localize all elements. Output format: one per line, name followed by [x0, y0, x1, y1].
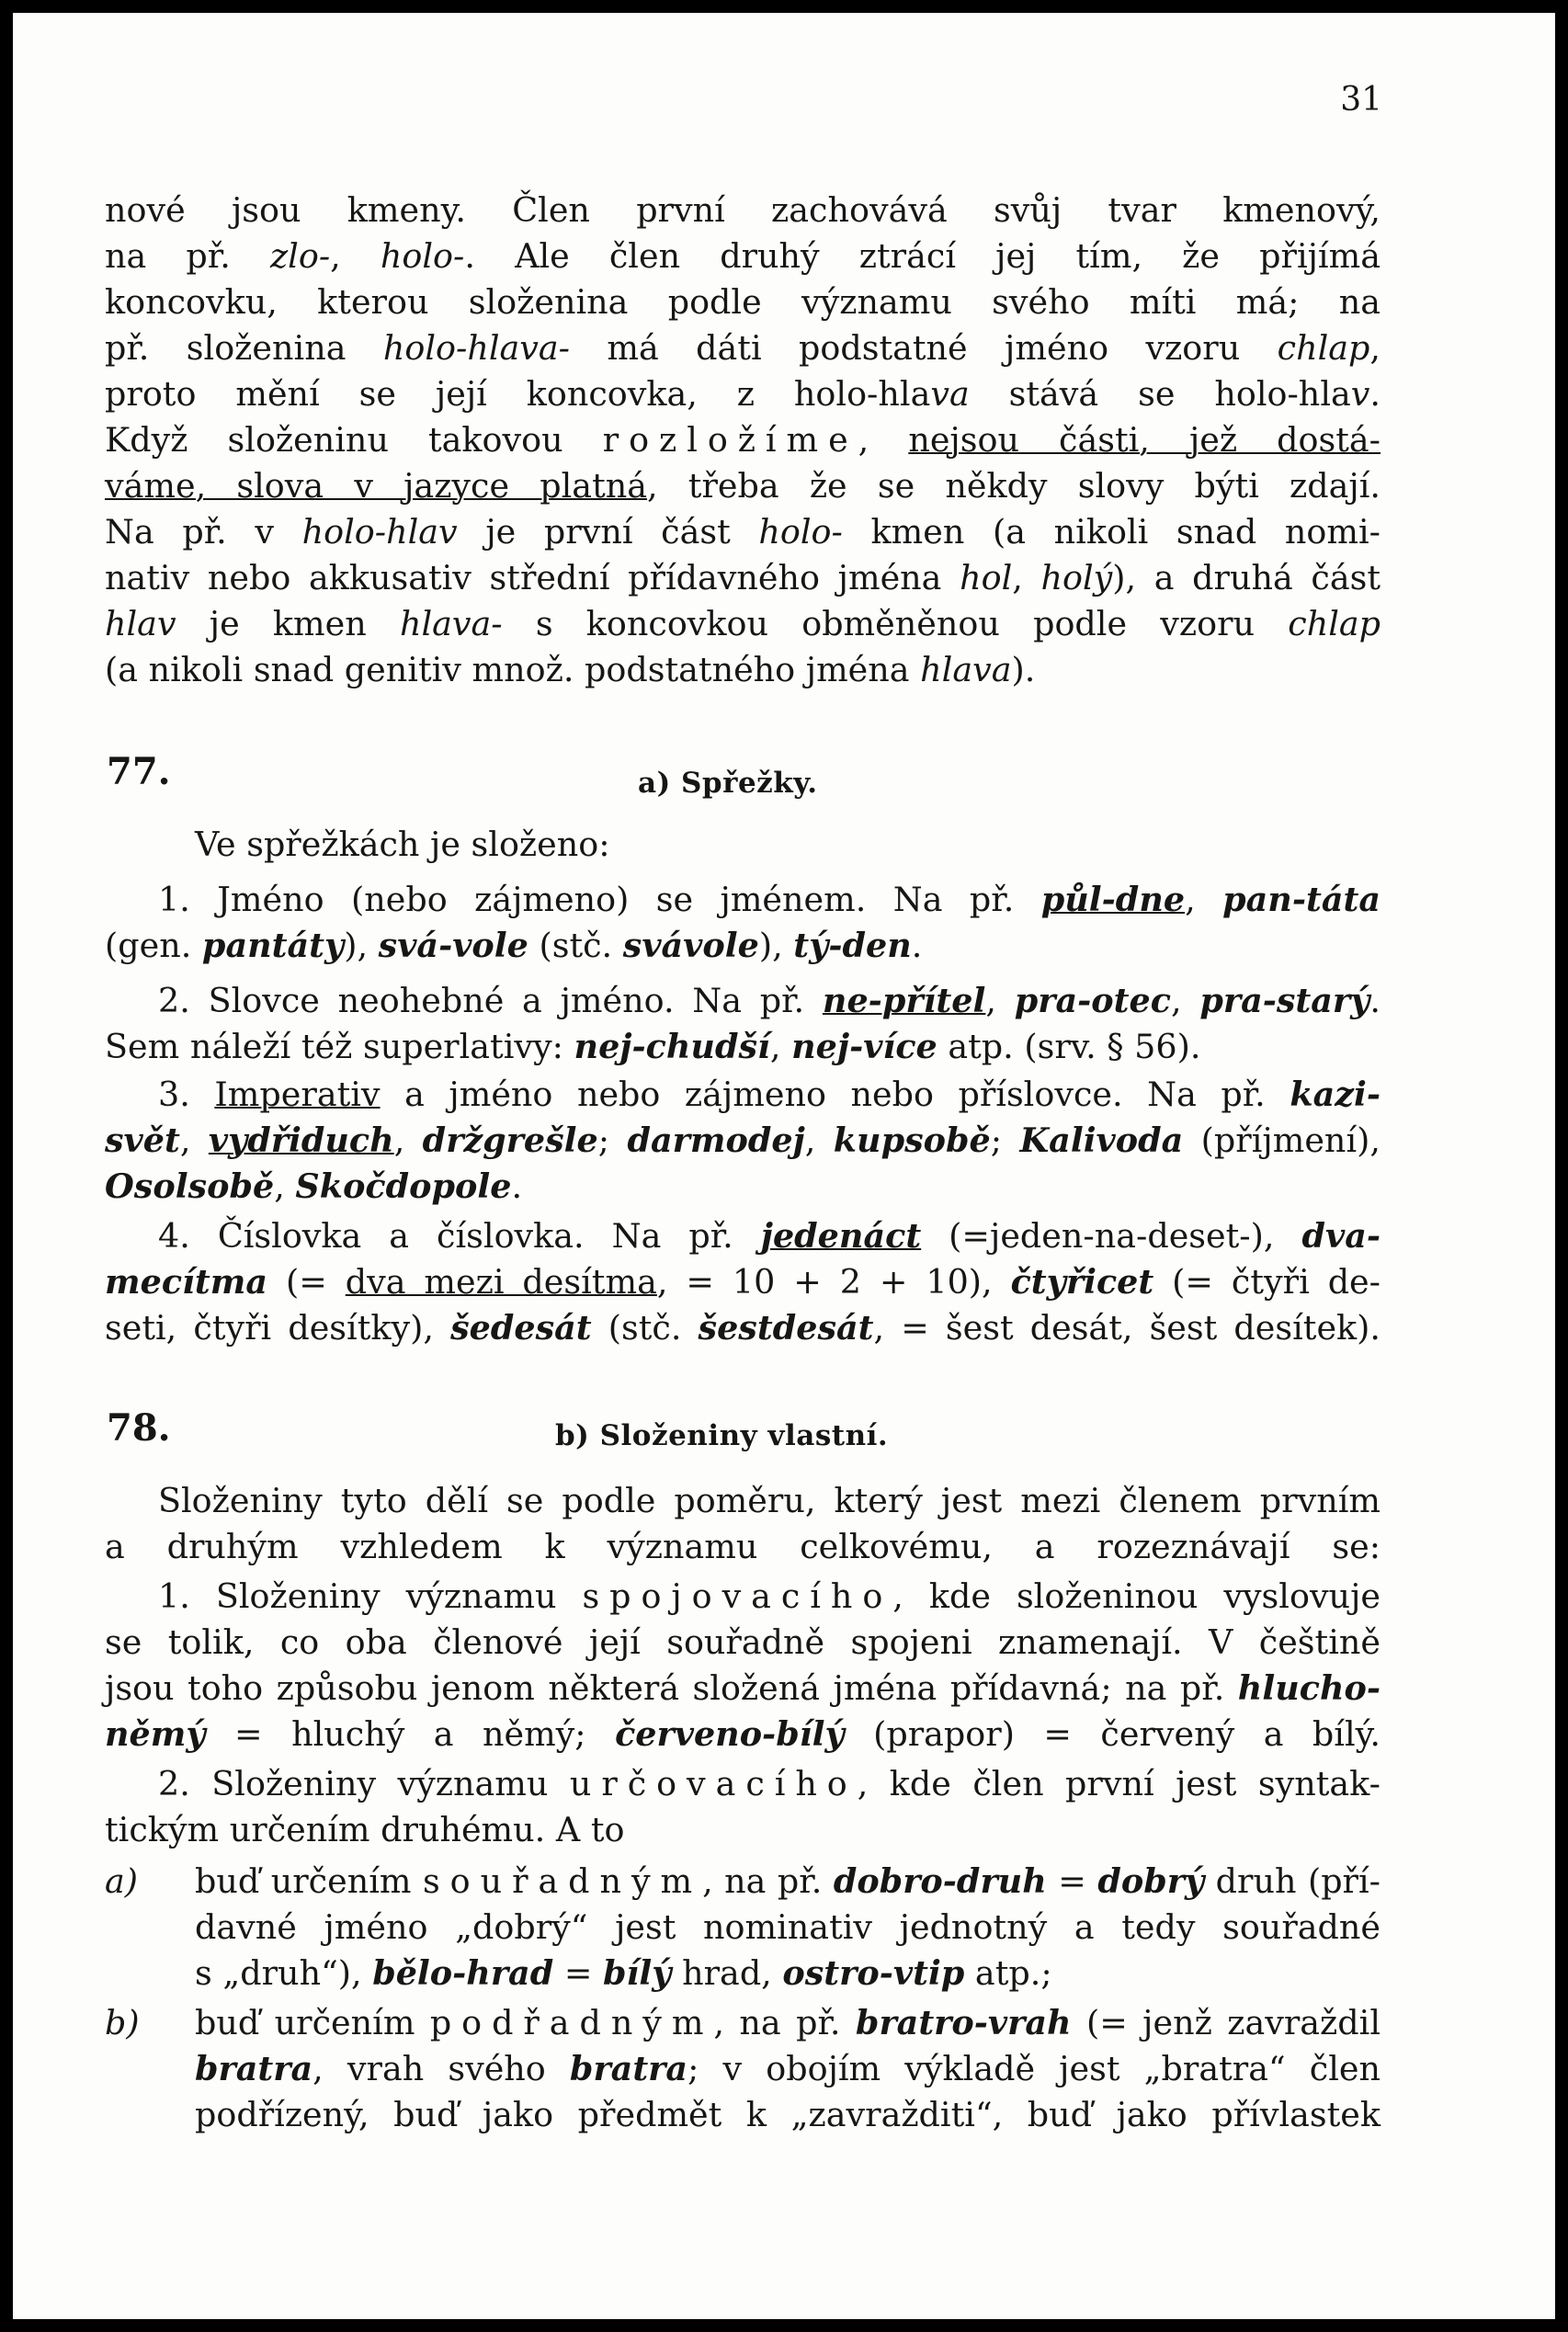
text-line — [105, 919, 1381, 973]
text-span: davné jméno „dobrý“ jest nominativ jednotný a tedy souřadné — [195, 1907, 1381, 1947]
text-span: , vrah svého — [312, 2049, 570, 2088]
text-span: buď určením — [195, 2003, 430, 2042]
text-line — [105, 1708, 1381, 1761]
text-span: proto mění se její koncovka, z holo-hla — [105, 374, 931, 414]
example-word: čtyřicet — [1010, 1262, 1154, 1302]
example-word: bělo-hrad — [372, 1953, 554, 1993]
text-span: a druhým vzhledem k významu celkovému, a rozeznávají se: — [105, 1527, 1381, 1566]
italic-term: holo- — [380, 236, 465, 276]
text-span: 1. Jméno (nebo zájmeno) se jménem. Na př. — [158, 880, 1041, 919]
text-span: (= — [267, 1262, 346, 1302]
text-span: atp.; — [964, 1953, 1052, 1993]
example-word: kupsobě — [833, 1120, 991, 1160]
example-word: mecítma — [105, 1262, 268, 1302]
text-span: . — [911, 926, 923, 965]
text-line — [105, 1520, 1381, 1574]
text-line — [195, 2088, 1381, 2142]
text-span: . Ale člen druhý ztrácí jej tím, že přijímá — [464, 236, 1381, 276]
text-span: ), — [344, 926, 379, 965]
text-span: nativ nebo akkusativ střední přídavného jména — [105, 558, 960, 597]
example-word: Kalivoda — [1019, 1120, 1184, 1160]
text-span: je první část — [457, 512, 759, 552]
example-word: dobrý — [1097, 1861, 1205, 1901]
example-word: půl-dne — [1040, 880, 1186, 919]
text-span: , = šest desát, šest desítek). — [873, 1308, 1381, 1348]
text-span: , — [1170, 981, 1200, 1020]
book-page — [13, 13, 1555, 2319]
text-line — [105, 1160, 1381, 1213]
text-span: , — [393, 1120, 423, 1160]
text-span: , — [179, 1120, 209, 1160]
text-span: hrad, — [671, 1953, 783, 1993]
text-span: = hluchý a němý; — [205, 1714, 616, 1754]
text-span: (a nikoli snad genitiv množ. podstatného jména — [105, 650, 921, 689]
text-span: tickým určením druhému. A to — [105, 1810, 625, 1849]
example-word: ne-přítel — [822, 981, 986, 1020]
text-span: . — [1369, 981, 1381, 1020]
text-span: Sem náleží též superlativy: — [105, 1027, 574, 1066]
text-span: , kde člen první jest syntak- — [857, 1764, 1381, 1803]
spaced-term: určovacího — [569, 1764, 858, 1803]
text-span: ), — [758, 926, 794, 965]
example-word: nej-více — [791, 1027, 937, 1066]
text-span: 3. — [158, 1075, 215, 1114]
text-span: Když složeninu takovou — [105, 420, 603, 460]
page-number: 31 — [1340, 81, 1382, 119]
example-word: dobro-druh — [833, 1861, 1047, 1901]
text-span: nové jsou kmeny. Člen první zachovává svůj tvar kmenový, — [105, 190, 1381, 230]
italic-term: holo-hlava- — [382, 328, 570, 368]
text-span: (stč. — [528, 926, 623, 965]
text-span: s koncovkou obměněnou podle vzoru — [502, 604, 1289, 643]
example-word: šedesát — [450, 1308, 592, 1348]
example-word: hlucho- — [1237, 1668, 1381, 1708]
text-span: ; — [597, 1120, 628, 1160]
section-title: a) Spřežky. — [638, 767, 818, 800]
text-span: = — [1046, 1861, 1098, 1901]
section-number: 78. — [107, 1406, 171, 1450]
text-span: atp. (srv. § 56). — [937, 1027, 1201, 1066]
italic-term: holo- — [758, 512, 843, 552]
text-line — [195, 818, 1381, 871]
list-marker: a) — [105, 1861, 139, 1901]
text-span: se tolik, co oba členové její souřadně spojeni znamenají. V češtině — [105, 1622, 1381, 1662]
example-word: dva- — [1301, 1216, 1381, 1256]
text-span: , — [769, 1027, 792, 1066]
underlined-text: Imperativ — [214, 1075, 381, 1114]
text-span: . — [511, 1166, 523, 1206]
example-word: červeno-bílý — [615, 1714, 845, 1754]
text-span: 2. Složeniny významu — [158, 1764, 570, 1803]
list-marker: b) — [105, 2003, 140, 2042]
text-span: Ve spřežkách je složeno: — [195, 825, 610, 864]
text-span: př. složenina — [105, 328, 383, 368]
text-span: koncovku, kterou složenina podle významu svého míti má; na — [105, 282, 1381, 322]
spaced-term: spojovacího — [582, 1576, 893, 1616]
text-line — [105, 1803, 1381, 1857]
text-span: stává se holo-hla — [969, 374, 1351, 414]
underlined-text: váme, slova v jazyce platná — [105, 466, 648, 506]
example-word: pra-starý — [1199, 981, 1370, 1020]
example-word: nej-chudší — [574, 1027, 770, 1066]
example-word: bratra — [195, 2049, 313, 2088]
example-word: jedenáct — [760, 1216, 922, 1256]
example-word: němý — [105, 1714, 206, 1754]
example-word: pantáty — [201, 926, 345, 965]
italic-term: hlava — [920, 650, 1012, 689]
text-line — [105, 1302, 1381, 1355]
text-span: je kmen — [176, 604, 400, 643]
text-span: buď určením — [195, 1861, 423, 1901]
text-span: , — [1185, 880, 1223, 919]
text-span: , na př. — [713, 2003, 856, 2042]
text-line — [195, 1947, 1381, 2000]
text-span: podřízený, buď jako předmět k „zavražditi“, buď jako přívlastek — [195, 2095, 1381, 2134]
italic-term: zlo- — [269, 236, 331, 276]
example-word: darmodej — [627, 1120, 805, 1160]
section-number: 77. — [107, 750, 171, 793]
underlined-text: nejsou části, jež dostá- — [908, 420, 1381, 460]
text-span: (= jenž zavraždil — [1071, 2003, 1381, 2042]
text-span: , — [1012, 558, 1041, 597]
spaced-term: podřadným — [429, 2003, 714, 2042]
section-title: b) Složeniny vlastní. — [555, 1419, 889, 1452]
example-word: bílý — [603, 1953, 672, 1993]
example-word: pan-táta — [1222, 880, 1381, 919]
text-span: kmen (a nikoli snad nomi- — [842, 512, 1381, 552]
example-word: ostro-vtip — [782, 1953, 965, 1993]
italic-term: holo-hlav — [301, 512, 458, 552]
text-span: (prapor) = červený a bílý. — [844, 1714, 1381, 1754]
text-span: ), a druhá část — [1112, 558, 1381, 597]
example-word: tý-den — [793, 926, 912, 965]
text-span: , na př. — [702, 1861, 834, 1901]
text-span: 1. Složeniny významu — [158, 1576, 583, 1616]
text-span: ; v obojím výkladě jest „bratra“ člen — [687, 2049, 1381, 2088]
text-span: na př. — [105, 236, 270, 276]
text-line — [105, 643, 1381, 697]
example-word: svět — [105, 1120, 180, 1160]
italic-term: hlav — [105, 604, 176, 643]
example-word: svávole — [622, 926, 759, 965]
text-span: jsou toho způsobu jenom některá složená jména přídavná; na př. — [105, 1668, 1238, 1708]
text-span: a jméno nebo zájmeno nebo příslovce. Na př. — [380, 1075, 1290, 1114]
text-span: , = 10 + 2 + 10), — [656, 1262, 1011, 1302]
text-span: Složeniny tyto dělí se podle poměru, který jest mezi členem prvním — [158, 1481, 1381, 1520]
italic-term: holý — [1040, 558, 1113, 597]
example-word: svá-vole — [378, 926, 528, 965]
text-span: , — [330, 236, 381, 276]
text-span: , — [1369, 328, 1381, 368]
text-span: (příjmení), — [1183, 1120, 1381, 1160]
text-span: seti, čtyři desítky), — [105, 1308, 451, 1348]
text-span: , — [985, 981, 1015, 1020]
text-span: s „druh“), — [195, 1953, 373, 1993]
text-span: , — [804, 1120, 834, 1160]
text-span: , — [274, 1166, 296, 1206]
text-span: ; — [990, 1120, 1020, 1160]
italic-term: v — [1350, 374, 1370, 414]
italic-term: hlava- — [399, 604, 503, 643]
example-word: Osolsobě — [105, 1166, 275, 1206]
text-span: (=jeden-na-deset-), — [921, 1216, 1302, 1256]
italic-term: chlap — [1288, 604, 1381, 643]
spaced-term: rozložíme — [602, 420, 858, 460]
example-word: kazi- — [1290, 1075, 1381, 1114]
example-word: šestdesát — [698, 1308, 874, 1348]
spaced-term: souřadným — [423, 1861, 703, 1901]
text-span: 2. Slovce neohebné a jméno. Na př. — [158, 981, 823, 1020]
text-span: (stč. — [591, 1308, 699, 1348]
text-span: , třeba že se někdy slovy býti zdají. — [647, 466, 1381, 506]
text-span: . — [1369, 374, 1381, 414]
text-line — [105, 1020, 1381, 1074]
text-span: Na př. v — [105, 512, 302, 552]
example-word: vydřiduch — [208, 1120, 394, 1160]
example-word: bratro-vrah — [855, 2003, 1072, 2042]
italic-term: hol — [960, 558, 1013, 597]
text-span: druh (pří- — [1204, 1861, 1381, 1901]
example-word: pra-otec — [1014, 981, 1171, 1020]
text-span: , kde složeninou vyslovuje — [892, 1576, 1381, 1616]
text-span: ). — [1011, 650, 1036, 689]
text-span: = — [553, 1953, 604, 1993]
italic-term: va — [930, 374, 970, 414]
example-word: Skočdopole — [295, 1166, 512, 1206]
text-span: (gen. — [105, 926, 202, 965]
italic-term: chlap — [1277, 328, 1370, 368]
example-word: držgrešle — [422, 1120, 598, 1160]
text-span: má dáti podstatné jméno vzoru — [569, 328, 1278, 368]
text-span: 4. Číslovka a číslovka. Na př. — [158, 1216, 761, 1256]
example-word: bratra — [569, 2049, 688, 2088]
text-span: , — [858, 420, 909, 460]
underlined-text: dva mezi desítma — [345, 1262, 657, 1302]
text-span: (= čtyři de- — [1153, 1262, 1381, 1302]
